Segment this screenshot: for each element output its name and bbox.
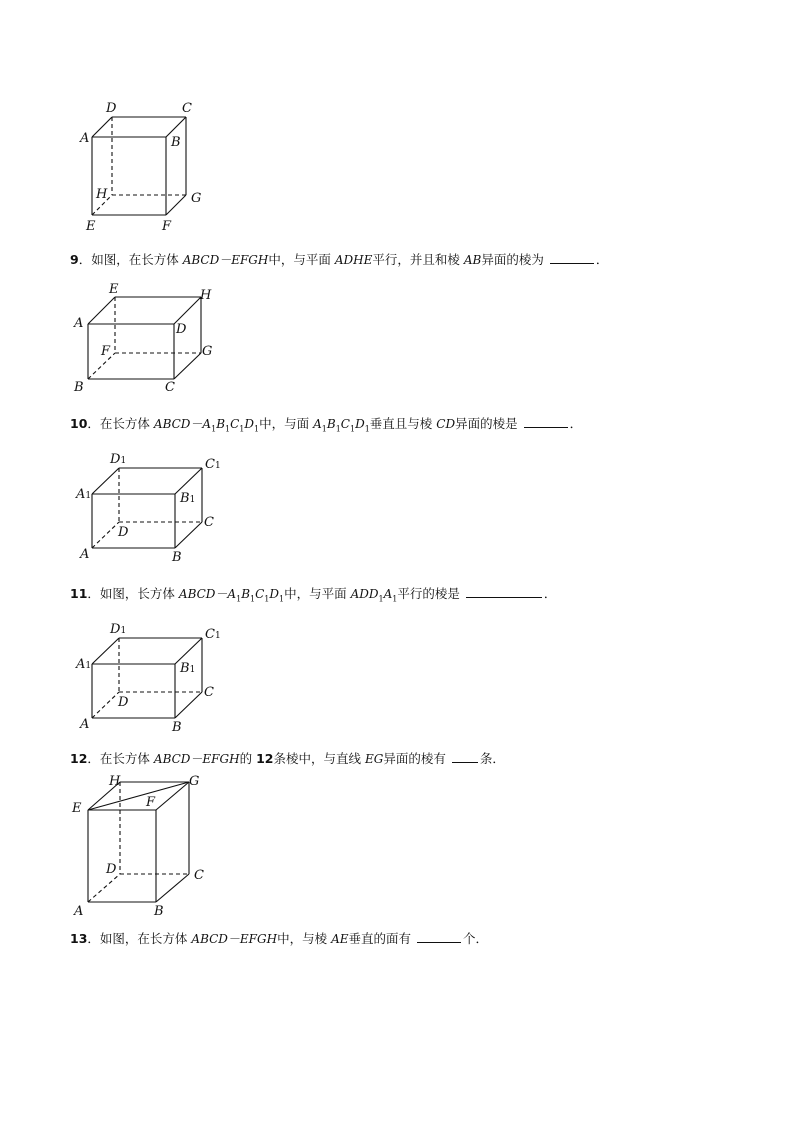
question-13: 13．如图，在长方体 ABCD－EFGH中，与棱 AE垂直的面有 个． — [70, 931, 489, 946]
figure-cube-2 — [68, 283, 228, 398]
label-C1: C1 — [205, 457, 221, 472]
label-F: F — [162, 219, 172, 234]
label-C: C — [194, 868, 204, 883]
figure-cube-1 — [70, 95, 220, 240]
label-F: F — [101, 344, 111, 359]
label-D: D — [106, 862, 117, 877]
label-A: A — [80, 717, 90, 732]
label-A: A — [80, 547, 90, 562]
figure-cuboid-4 — [72, 618, 232, 736]
label-A: A — [74, 316, 84, 331]
label-A: A — [80, 131, 90, 146]
label-F: F — [146, 795, 156, 810]
label-E: E — [72, 801, 82, 816]
answer-blank[interactable] — [417, 930, 461, 943]
label-B: B — [172, 550, 182, 565]
answer-blank[interactable] — [452, 750, 478, 763]
question-12: 12．在长方体 ABCD－EFGH的 12条棱中，与直线 EG异面的棱有 条． — [70, 751, 505, 766]
question-11: 11．如图，长方体 $ABCD-A_1B_1C_1D_1$中，与平面 $ADD_1A_1$平行的棱是 ． — [70, 586, 557, 604]
label-C: C — [204, 515, 214, 530]
label-A1: A1 — [76, 487, 92, 502]
label-B: B — [154, 904, 164, 919]
question-9: 9．如图，在长方体 ABCD－EFGH中，与平面 ADHE平行，并且和棱 AB异面的棱为 ． — [70, 252, 609, 267]
label-A: A — [74, 904, 84, 919]
question-10: 10．在长方体 $ABCD-A_1B_1C_1D_1$中，与面 $A_1B_1C_1D_1$垂直且与棱 CD异面的棱是 ． — [70, 416, 583, 434]
label-B1: B1 — [180, 661, 196, 676]
label-G: G — [189, 774, 200, 789]
label-C: C — [165, 380, 175, 395]
answer-blank[interactable] — [524, 415, 568, 428]
label-H: H — [200, 288, 212, 303]
label-E: E — [109, 282, 119, 297]
label-E: E — [86, 219, 96, 234]
label-D: D — [176, 322, 187, 337]
label-B1: B1 — [180, 491, 196, 506]
label-B: B — [172, 720, 182, 735]
label-G: G — [202, 344, 213, 359]
label-A1: A1 — [76, 657, 92, 672]
label-D1: D1 — [110, 622, 127, 637]
label-B: B — [74, 380, 84, 395]
label-D: D — [118, 525, 129, 540]
answer-blank[interactable] — [550, 251, 594, 264]
label-B: B — [171, 135, 181, 150]
label-H: H — [109, 774, 121, 789]
figure-cuboid-5 — [68, 772, 218, 922]
label-G: G — [191, 191, 202, 206]
figure-cuboid-3 — [72, 448, 232, 566]
answer-blank[interactable] — [466, 585, 542, 598]
label-C: C — [182, 101, 192, 116]
label-D1: D1 — [110, 452, 127, 467]
label-C: C — [204, 685, 214, 700]
label-D: D — [106, 101, 117, 116]
label-D: D — [118, 695, 129, 710]
label-H: H — [96, 187, 108, 202]
label-C1: C1 — [205, 627, 221, 642]
